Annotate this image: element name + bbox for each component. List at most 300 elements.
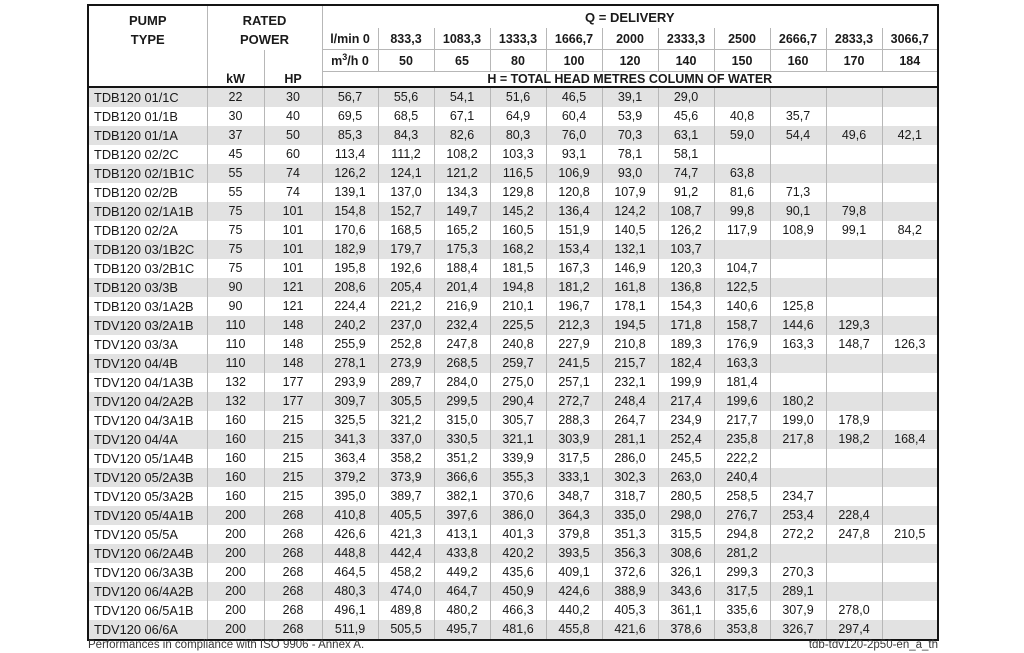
- table-row: [88, 430, 938, 449]
- head-value-cell: 240,2: [322, 316, 378, 335]
- head-value-cell: [826, 87, 882, 107]
- head-value-cell: 39,1: [602, 87, 658, 107]
- head-value-cell: 81,6: [714, 183, 770, 202]
- head-value-cell: 366,6: [434, 468, 490, 487]
- head-value-cell: [826, 278, 882, 297]
- kw-cell: 75: [207, 202, 264, 221]
- pump-type-header: [88, 5, 207, 87]
- table-row: [88, 107, 938, 126]
- head-value-cell: 58,1: [658, 145, 714, 164]
- head-value-cell: 326,7: [770, 620, 826, 640]
- head-value-cell: 111,2: [378, 145, 434, 164]
- head-value-cell: 64,9: [490, 107, 546, 126]
- head-value-cell: [826, 297, 882, 316]
- lmin-value-cell: 2000: [602, 28, 658, 50]
- table-row: [88, 278, 938, 297]
- head-value-cell: 145,2: [490, 202, 546, 221]
- m3h-value-cell: 140: [658, 50, 714, 72]
- head-value-cell: 99,1: [826, 221, 882, 240]
- m3h-superscript: 3: [342, 51, 348, 62]
- head-value-cell: 318,7: [602, 487, 658, 506]
- pump-type-cell: TDV120 04/3A1B: [94, 413, 194, 428]
- table-row: [88, 620, 938, 640]
- head-value-cell: 235,8: [714, 430, 770, 449]
- head-value-cell: 272,2: [770, 525, 826, 544]
- head-value-cell: [882, 487, 938, 506]
- hp-cell: 30: [264, 87, 322, 107]
- head-value-cell: 189,3: [658, 335, 714, 354]
- kw-cell: 160: [207, 468, 264, 487]
- head-value-cell: 382,1: [434, 487, 490, 506]
- hp-cell: 215: [264, 430, 322, 449]
- kw-cell: 110: [207, 335, 264, 354]
- head-value-cell: 237,0: [378, 316, 434, 335]
- table-row: [88, 373, 938, 392]
- hp-cell: 148: [264, 316, 322, 335]
- head-value-cell: 257,1: [546, 373, 602, 392]
- head-value-cell: 70,3: [602, 126, 658, 145]
- head-value-cell: 136,8: [658, 278, 714, 297]
- head-value-cell: 167,3: [546, 259, 602, 278]
- head-value-cell: 180,2: [770, 392, 826, 411]
- head-value-cell: 49,6: [826, 126, 882, 145]
- head-value-cell: [882, 202, 938, 221]
- head-value-cell: 82,6: [434, 126, 490, 145]
- head-value-cell: 353,8: [714, 620, 770, 640]
- head-value-cell: 421,3: [378, 525, 434, 544]
- head-value-cell: 120,8: [546, 183, 602, 202]
- table-row: [88, 487, 938, 506]
- head-value-cell: 221,2: [378, 297, 434, 316]
- hp-cell: 101: [264, 240, 322, 259]
- head-value-cell: [826, 544, 882, 563]
- head-metres-header: H = TOTAL HEAD METRES COLUMN OF WATER: [322, 72, 938, 88]
- head-value-cell: 315,5: [658, 525, 714, 544]
- head-value-cell: [770, 354, 826, 373]
- head-value-cell: 54,1: [434, 87, 490, 107]
- head-value-cell: 42,1: [882, 126, 938, 145]
- head-value-cell: 351,3: [602, 525, 658, 544]
- table-row: [88, 126, 938, 145]
- head-value-cell: 212,3: [546, 316, 602, 335]
- head-value-cell: 289,7: [378, 373, 434, 392]
- kw-cell: 200: [207, 506, 264, 525]
- kw-cell: 55: [207, 164, 264, 183]
- head-value-cell: 46,5: [546, 87, 602, 107]
- hp-header: HP: [264, 72, 322, 88]
- m3h-value-cell: 150: [714, 50, 770, 72]
- compliance-note: Performances in compliance with ISO 9906 - Annex A.: [88, 639, 365, 651]
- head-value-cell: [882, 87, 938, 107]
- hp-cell: 215: [264, 449, 322, 468]
- head-value-cell: 263,0: [658, 468, 714, 487]
- head-value-cell: 358,2: [378, 449, 434, 468]
- kw-cell: 200: [207, 582, 264, 601]
- head-value-cell: 341,3: [322, 430, 378, 449]
- document-code: tdb-tdv120-2p50-en_a_th: [808, 639, 938, 651]
- head-value-cell: [882, 582, 938, 601]
- head-value-cell: 281,1: [602, 430, 658, 449]
- head-value-cell: 225,5: [490, 316, 546, 335]
- pump-type-cell: TDB120 02/2C: [94, 147, 179, 162]
- head-value-cell: 56,7: [322, 87, 378, 107]
- pump-type-cell: TDV120 05/1A4B: [94, 451, 194, 466]
- head-value-cell: [770, 259, 826, 278]
- hp-cell: 101: [264, 202, 322, 221]
- head-value-cell: 67,1: [434, 107, 490, 126]
- head-value-cell: 146,9: [602, 259, 658, 278]
- m3h-value-cell: 184: [882, 50, 938, 72]
- head-value-cell: 308,6: [658, 544, 714, 563]
- rated-power-header: [207, 5, 322, 50]
- head-value-cell: 420,2: [490, 544, 546, 563]
- head-value-cell: 481,6: [490, 620, 546, 640]
- pump-type-cell: TDV120 05/2A3B: [94, 470, 194, 485]
- head-value-cell: 69,5: [322, 107, 378, 126]
- head-value-cell: 176,9: [714, 335, 770, 354]
- kw-cell: 160: [207, 411, 264, 430]
- head-value-cell: 126,2: [322, 164, 378, 183]
- table-row: [88, 468, 938, 487]
- head-value-cell: 149,7: [434, 202, 490, 221]
- head-value-cell: 272,7: [546, 392, 602, 411]
- head-value-cell: 284,0: [434, 373, 490, 392]
- head-value-cell: 144,6: [770, 316, 826, 335]
- head-value-cell: 247,8: [434, 335, 490, 354]
- hp-cell: 101: [264, 221, 322, 240]
- head-value-cell: 303,9: [546, 430, 602, 449]
- kw-cell: 132: [207, 373, 264, 392]
- head-value-cell: 216,9: [434, 297, 490, 316]
- table-row: [88, 221, 938, 240]
- hp-cell: 215: [264, 487, 322, 506]
- head-value-cell: 496,1: [322, 601, 378, 620]
- head-value-cell: [826, 582, 882, 601]
- head-value-cell: 153,4: [546, 240, 602, 259]
- table-row: [88, 87, 938, 107]
- head-value-cell: 148,7: [826, 335, 882, 354]
- head-value-cell: 302,3: [602, 468, 658, 487]
- hp-cell: 101: [264, 259, 322, 278]
- head-value-cell: 55,6: [378, 87, 434, 107]
- head-value-cell: 136,4: [546, 202, 602, 221]
- pump-type-cell: TDB120 01/1B: [94, 109, 178, 124]
- head-value-cell: 179,7: [378, 240, 434, 259]
- table-row: [88, 145, 938, 164]
- head-value-cell: 232,4: [434, 316, 490, 335]
- pump-type-cell: TDV120 04/4A: [94, 432, 178, 447]
- m3h-value-cell: 120: [602, 50, 658, 72]
- pump-type-header-line2: TYPE: [130, 32, 165, 47]
- head-value-cell: 288,3: [546, 411, 602, 430]
- head-value-cell: [882, 449, 938, 468]
- hp-cell: 268: [264, 582, 322, 601]
- head-value-cell: 85,3: [322, 126, 378, 145]
- head-value-cell: 325,5: [322, 411, 378, 430]
- pump-type-cell: TDB120 02/1A1B: [94, 204, 194, 219]
- kw-cell: 132: [207, 392, 264, 411]
- head-value-cell: [826, 354, 882, 373]
- head-value-cell: 178,1: [602, 297, 658, 316]
- head-value-cell: 379,2: [322, 468, 378, 487]
- head-value-cell: 294,8: [714, 525, 770, 544]
- head-value-cell: [882, 468, 938, 487]
- m3h-value-cell: 50: [378, 50, 434, 72]
- pump-type-cell: TDB120 02/2A: [94, 223, 178, 238]
- head-value-cell: 270,3: [770, 563, 826, 582]
- head-value-cell: 182,4: [658, 354, 714, 373]
- hp-cell: 268: [264, 620, 322, 640]
- head-value-cell: 195,8: [322, 259, 378, 278]
- head-value-cell: 71,3: [770, 183, 826, 202]
- head-value-cell: 448,8: [322, 544, 378, 563]
- head-value-cell: [882, 620, 938, 640]
- table-row: [88, 449, 938, 468]
- head-value-cell: [882, 297, 938, 316]
- head-value-cell: 248,4: [602, 392, 658, 411]
- head-value-cell: [882, 145, 938, 164]
- head-value-cell: 199,9: [658, 373, 714, 392]
- head-value-cell: 421,6: [602, 620, 658, 640]
- head-value-cell: 194,5: [602, 316, 658, 335]
- head-value-cell: 290,4: [490, 392, 546, 411]
- head-value-cell: 215,7: [602, 354, 658, 373]
- head-value-cell: 315,0: [434, 411, 490, 430]
- hp-cell: 177: [264, 373, 322, 392]
- head-value-cell: 116,5: [490, 164, 546, 183]
- head-value-cell: 140,6: [714, 297, 770, 316]
- head-value-cell: 163,3: [714, 354, 770, 373]
- head-value-cell: 163,3: [770, 335, 826, 354]
- head-value-cell: 205,4: [378, 278, 434, 297]
- head-value-cell: 348,7: [546, 487, 602, 506]
- kw-cell: 75: [207, 240, 264, 259]
- head-value-cell: 363,4: [322, 449, 378, 468]
- head-value-cell: [826, 392, 882, 411]
- lmin-value-cell: 3066,7: [882, 28, 938, 50]
- head-value-cell: 103,7: [658, 240, 714, 259]
- head-value-cell: 40,8: [714, 107, 770, 126]
- head-value-cell: 154,8: [322, 202, 378, 221]
- head-value-cell: 326,1: [658, 563, 714, 582]
- head-value-cell: 217,4: [658, 392, 714, 411]
- head-value-cell: 222,2: [714, 449, 770, 468]
- head-value-cell: 74,7: [658, 164, 714, 183]
- head-value-cell: 386,0: [490, 506, 546, 525]
- kw-cell: 200: [207, 525, 264, 544]
- head-value-cell: 286,0: [602, 449, 658, 468]
- head-value-cell: [714, 87, 770, 107]
- head-value-cell: [770, 145, 826, 164]
- head-value-cell: [770, 373, 826, 392]
- head-value-cell: 124,1: [378, 164, 434, 183]
- head-value-cell: 299,3: [714, 563, 770, 582]
- kw-cell: 75: [207, 259, 264, 278]
- table-row: [88, 525, 938, 544]
- head-value-cell: 495,7: [434, 620, 490, 640]
- head-value-cell: 489,8: [378, 601, 434, 620]
- head-value-cell: 106,9: [546, 164, 602, 183]
- head-value-cell: [826, 468, 882, 487]
- head-value-cell: 435,6: [490, 563, 546, 582]
- head-value-cell: 35,7: [770, 107, 826, 126]
- head-value-cell: 511,9: [322, 620, 378, 640]
- head-value-cell: [882, 164, 938, 183]
- head-value-cell: 79,8: [826, 202, 882, 221]
- kw-cell: 90: [207, 297, 264, 316]
- head-value-cell: [770, 544, 826, 563]
- head-value-cell: 201,4: [434, 278, 490, 297]
- head-value-cell: 378,6: [658, 620, 714, 640]
- head-value-cell: 188,4: [434, 259, 490, 278]
- head-value-cell: 379,8: [546, 525, 602, 544]
- head-value-cell: 158,7: [714, 316, 770, 335]
- head-value-cell: 234,7: [770, 487, 826, 506]
- kw-cell: 200: [207, 563, 264, 582]
- head-value-cell: 113,4: [322, 145, 378, 164]
- head-value-cell: 76,0: [546, 126, 602, 145]
- head-value-cell: 455,8: [546, 620, 602, 640]
- head-value-cell: 305,7: [490, 411, 546, 430]
- head-value-cell: [826, 145, 882, 164]
- head-value-cell: 122,5: [714, 278, 770, 297]
- head-value-cell: 393,5: [546, 544, 602, 563]
- kw-hp-spacer-row: [88, 50, 938, 72]
- head-value-cell: [882, 278, 938, 297]
- m3h-value-cell: 65: [434, 50, 490, 72]
- head-value-cell: 458,2: [378, 563, 434, 582]
- head-value-cell: [770, 87, 826, 107]
- head-value-cell: 335,6: [714, 601, 770, 620]
- lmin-value-cell: 1666,7: [546, 28, 602, 50]
- head-value-cell: 259,7: [490, 354, 546, 373]
- pump-type-cell: TDV120 06/2A4B: [94, 546, 194, 561]
- head-value-cell: 93,0: [602, 164, 658, 183]
- head-value-cell: 370,6: [490, 487, 546, 506]
- head-value-cell: [826, 164, 882, 183]
- pump-table-body: [88, 87, 938, 640]
- kw-cell: 200: [207, 544, 264, 563]
- head-value-cell: [770, 164, 826, 183]
- head-value-cell: 59,0: [714, 126, 770, 145]
- head-value-cell: 103,3: [490, 145, 546, 164]
- lmin-value-cell: 833,3: [378, 28, 434, 50]
- head-value-cell: 217,7: [714, 411, 770, 430]
- pump-type-cell: TDV120 06/6A: [94, 622, 178, 637]
- head-value-cell: 241,5: [546, 354, 602, 373]
- table-row: [88, 202, 938, 221]
- head-value-cell: 505,5: [378, 620, 434, 640]
- kw-cell: 30: [207, 107, 264, 126]
- head-value-cell: 228,4: [826, 506, 882, 525]
- head-value-cell: [826, 240, 882, 259]
- lmin-value-cell: 2500: [714, 28, 770, 50]
- head-value-cell: 60,4: [546, 107, 602, 126]
- head-value-cell: 388,9: [602, 582, 658, 601]
- lmin-value-cell: 2833,3: [826, 28, 882, 50]
- head-value-cell: 309,7: [322, 392, 378, 411]
- hp-cell: 121: [264, 297, 322, 316]
- head-value-cell: 321,1: [490, 430, 546, 449]
- head-value-cell: 154,3: [658, 297, 714, 316]
- head-value-cell: 104,7: [714, 259, 770, 278]
- head-value-cell: 181,4: [714, 373, 770, 392]
- head-value-cell: 129,8: [490, 183, 546, 202]
- head-value-cell: 466,3: [490, 601, 546, 620]
- pump-type-cell: TDB120 02/2B: [94, 185, 178, 200]
- m3h-value-cell: 80: [490, 50, 546, 72]
- head-value-cell: 160,5: [490, 221, 546, 240]
- kw-header: kW: [226, 71, 245, 86]
- head-value-cell: [826, 563, 882, 582]
- head-value-cell: 232,1: [602, 373, 658, 392]
- kw-cell: 200: [207, 620, 264, 640]
- head-value-cell: 356,3: [602, 544, 658, 563]
- head-value-cell: 168,2: [490, 240, 546, 259]
- hp-cell: 268: [264, 563, 322, 582]
- pump-type-cell: TDV120 06/3A3B: [94, 565, 194, 580]
- pump-type-cell: TDV120 03/2A1B: [94, 318, 194, 333]
- head-value-cell: 240,4: [714, 468, 770, 487]
- head-value-cell: 297,4: [826, 620, 882, 640]
- head-value-cell: 373,9: [378, 468, 434, 487]
- table-row: [88, 544, 938, 563]
- head-value-cell: 126,3: [882, 335, 938, 354]
- head-value-cell: 63,8: [714, 164, 770, 183]
- head-value-cell: 409,1: [546, 563, 602, 582]
- head-value-cell: [770, 240, 826, 259]
- head-value-cell: [826, 487, 882, 506]
- table-row: [88, 506, 938, 525]
- head-value-cell: 120,3: [658, 259, 714, 278]
- head-value-cell: 442,4: [378, 544, 434, 563]
- head-value-cell: 175,3: [434, 240, 490, 259]
- hp-cell: 268: [264, 544, 322, 563]
- head-value-cell: 63,1: [658, 126, 714, 145]
- head-value-cell: 317,5: [546, 449, 602, 468]
- pump-type-cell: TDB120 03/1B2C: [94, 242, 195, 257]
- head-value-cell: 53,9: [602, 107, 658, 126]
- head-value-cell: 199,6: [714, 392, 770, 411]
- head-value-cell: 132,1: [602, 240, 658, 259]
- head-value-cell: [882, 107, 938, 126]
- head-value-cell: 333,1: [546, 468, 602, 487]
- head-value-cell: 275,0: [490, 373, 546, 392]
- head-value-cell: 199,0: [770, 411, 826, 430]
- pump-table-container: [87, 4, 939, 641]
- head-value-cell: 335,0: [602, 506, 658, 525]
- head-value-cell: 307,9: [770, 601, 826, 620]
- head-value-cell: 99,8: [714, 202, 770, 221]
- head-value-cell: 90,1: [770, 202, 826, 221]
- lmin-value-cell: 1333,3: [490, 28, 546, 50]
- head-value-cell: 321,2: [378, 411, 434, 430]
- head-value-cell: 278,0: [826, 601, 882, 620]
- hp-cell: 60: [264, 145, 322, 164]
- rated-power-header-line1: RATED: [242, 13, 287, 28]
- head-value-cell: 293,9: [322, 373, 378, 392]
- head-value-cell: 108,2: [434, 145, 490, 164]
- lmin-value-cell: 2333,3: [658, 28, 714, 50]
- head-value-cell: 137,0: [378, 183, 434, 202]
- head-value-cell: 268,5: [434, 354, 490, 373]
- head-value-cell: [882, 506, 938, 525]
- pump-type-cell: TDV120 06/4A2B: [94, 584, 194, 599]
- head-value-cell: 289,1: [770, 582, 826, 601]
- kw-cell: 75: [207, 221, 264, 240]
- head-value-cell: 474,0: [378, 582, 434, 601]
- head-value-cell: 273,9: [378, 354, 434, 373]
